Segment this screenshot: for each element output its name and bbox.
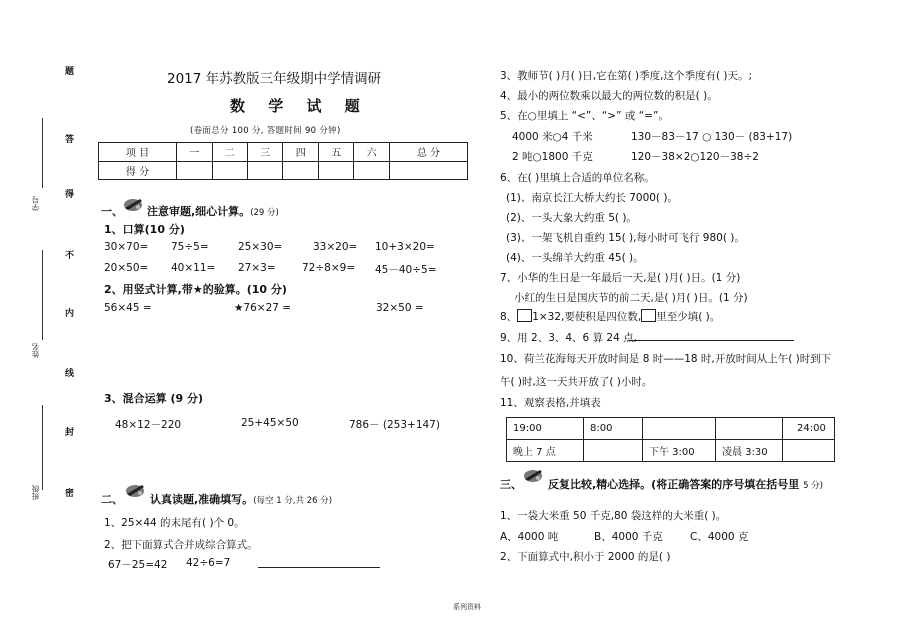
question-8-prefix: 8、 <box>500 311 518 323</box>
score-blank-cell[interactable] <box>283 161 318 180</box>
binding-line <box>42 118 43 188</box>
time-cell[interactable]: 24:00 <box>783 418 835 440</box>
binding-line <box>42 405 43 490</box>
oral-calc-item: 30×70= <box>104 241 149 253</box>
binding-char: 线 <box>65 369 75 379</box>
choice-option[interactable]: A、4000 吨 <box>500 531 559 543</box>
oral-calc-item: 10+3×20= <box>375 241 435 253</box>
choice-question-1: 1、一袋大米重 50 千克,80 袋这样的大米重( )。 <box>500 510 727 522</box>
part3-title: 3、混合运算 (9 分) <box>104 392 204 405</box>
binding-label-student-id: 学号 <box>31 196 40 211</box>
answer-line[interactable] <box>628 340 794 341</box>
score-blank-cell[interactable] <box>389 161 467 180</box>
pen-icon <box>122 196 144 212</box>
section2-title: 认真读题,准确填写。 <box>150 493 254 506</box>
answer-line[interactable] <box>258 567 380 568</box>
mixed-calc-item: 25+45×50 <box>241 417 299 429</box>
question-10: 10、荷兰花海每天开放时间是 8 时——18 时,开放时间从上午( )时到下 <box>500 353 832 365</box>
compare-item: 120－38×2○120－38÷2 <box>631 151 759 163</box>
question-2-item: 67－25=42 <box>108 559 168 571</box>
question-2-item: 42÷6=7 <box>186 557 231 569</box>
question-7b: 小红的生日是国庆节的前二天,是( )月( )日。(1 分) <box>514 292 748 304</box>
score-cell: 三 <box>248 143 283 162</box>
time-table-row <box>507 440 835 462</box>
question-7: 7、小华的生日是一年最后一天,是( )月( )日。(1 分) <box>500 272 741 284</box>
compare-item: 4000 米○4 千米 <box>512 131 593 143</box>
choice-option[interactable]: B、4000 千克 <box>594 531 663 543</box>
compare-item: 2 吨○1800 千克 <box>512 151 593 163</box>
question-9: 9、用 2、3、4、6 算 24 点, <box>500 332 637 344</box>
score-blank-cell[interactable] <box>248 161 283 180</box>
exam-title: 2017 年苏教版三年级期中学情调研 <box>167 71 382 87</box>
score-cell: 五 <box>318 143 353 162</box>
oral-calc-item: 72÷8×9= <box>302 262 356 274</box>
time-cell[interactable] <box>584 440 643 462</box>
question-4: 4、最小的两位数乘以最大的两位数的积是( )。 <box>500 90 718 102</box>
answer-box[interactable] <box>517 309 532 322</box>
section2-prefix: 二、 <box>101 493 123 506</box>
time-cell[interactable]: 8:00 <box>584 418 643 440</box>
time-table-row <box>507 418 835 440</box>
exam-note: (卷面总分 100 分, 答题时间 90 分钟) <box>190 126 341 136</box>
binding-char: 封 <box>65 428 75 438</box>
oral-calc-item: 45－40÷5= <box>375 264 437 276</box>
score-cell: 二 <box>212 143 247 162</box>
section1-points: (29 分) <box>250 208 279 218</box>
score-blank-cell[interactable] <box>177 161 212 180</box>
vertical-calc-item: 32×50 = <box>376 302 424 314</box>
oral-calc-item: 27×3= <box>238 262 276 274</box>
binding-char: 答 <box>65 135 75 145</box>
score-cell: 一 <box>177 143 212 162</box>
score-cell: 六 <box>354 143 389 162</box>
binding-label-name: 姓名 <box>31 343 40 358</box>
section1-title-row <box>147 203 279 219</box>
oral-calc-item: 40×11= <box>171 262 216 274</box>
answer-box[interactable] <box>641 309 656 322</box>
question-1: 1、25×44 的末尾有( )个 0。 <box>104 517 245 529</box>
mixed-calc-item: 48×12－220 <box>115 419 182 431</box>
question-5: 5、在○里填上 “<”、“>” 或 “=”。 <box>500 110 669 122</box>
vertical-calc-item: 56×45 = <box>104 302 152 314</box>
binding-line <box>42 250 43 340</box>
question-3: 3、教师节( )月( )日,它在第( )季度,这个季度有( )天。; <box>500 70 753 82</box>
score-cell: 得 分 <box>99 161 177 180</box>
section3-title: 反复比较,精心选择。(将正确答案的序号填在括号里 <box>548 478 800 491</box>
exam-subtitle: 数 学 试 题 <box>230 97 369 115</box>
section2-title-row <box>150 491 332 507</box>
oral-calc-item: 75÷5= <box>171 241 209 253</box>
time-cell[interactable]: 19:00 <box>507 418 584 440</box>
score-cell: 项 目 <box>99 143 177 162</box>
question-2: 2、把下面算式合并成综合算式。 <box>104 539 258 551</box>
binding-char: 不 <box>65 251 75 261</box>
question-8 <box>500 309 720 324</box>
score-cell: 四 <box>283 143 318 162</box>
oral-calc-item: 20×50= <box>104 262 149 274</box>
binding-label-class: 班级 <box>31 485 40 500</box>
vertical-calc-item: ★76×27 = <box>234 302 292 314</box>
question-8-suffix: 里至少填( )。 <box>656 311 721 323</box>
section1-prefix: 一、 <box>101 205 123 218</box>
part1-title: 1、口算(10 分) <box>104 223 185 236</box>
score-cell: 总 分 <box>389 143 467 162</box>
score-blank-cell[interactable] <box>318 161 353 180</box>
time-table <box>506 417 835 462</box>
time-cell[interactable]: 凌晨 3:30 <box>716 440 783 462</box>
oral-calc-item: 33×20= <box>313 241 358 253</box>
part2-title: 2、用竖式计算,带★的验算。(10 分) <box>104 283 287 296</box>
section3-prefix: 三、 <box>500 478 522 491</box>
choice-question-2: 2、下面算式中,积小于 2000 的是( ) <box>500 551 671 563</box>
score-table-score-row <box>99 161 468 180</box>
choice-option[interactable]: C、4000 克 <box>690 531 749 543</box>
unit-item: (3)、一架飞机自重约 15( ),每小时可飞行 980( )。 <box>506 232 745 244</box>
time-cell[interactable] <box>716 418 783 440</box>
footer-text: 系列资料 <box>453 603 481 611</box>
time-cell[interactable]: 晚上 7 点 <box>507 440 584 462</box>
question-6: 6、在( )里填上合适的单位名称。 <box>500 172 655 184</box>
question-8-middle: 1×32,要使积是四位数, <box>532 311 642 323</box>
section1-heading <box>101 203 123 219</box>
unit-item: (4)、一头绵羊大约重 45( )。 <box>506 252 644 264</box>
section3-title-row <box>548 476 823 492</box>
score-blank-cell[interactable] <box>212 161 247 180</box>
score-blank-cell[interactable] <box>354 161 389 180</box>
score-table <box>98 142 468 180</box>
time-cell[interactable] <box>783 440 835 462</box>
oral-calc-item: 25×30= <box>238 241 283 253</box>
question-11: 11、观察表格,并填表 <box>500 397 601 409</box>
binding-char: 得 <box>65 190 75 200</box>
unit-item: (2)、一头大象大约重 5( )。 <box>506 212 637 224</box>
pen-icon <box>124 482 146 498</box>
compare-item: 130－83－17 ○ 130－ (83+17) <box>631 131 793 143</box>
mixed-calc-item: 786－ (253+147) <box>349 419 440 431</box>
time-cell[interactable]: 下午 3:00 <box>643 440 716 462</box>
section3-points: 5 分) <box>803 481 823 491</box>
pen-icon <box>522 467 544 483</box>
question-10b: 午( )时,这一天共开放了( )小时。 <box>500 376 653 388</box>
score-table-header-row <box>99 143 468 162</box>
binding-char: 密 <box>65 489 75 499</box>
binding-char: 题 <box>65 67 75 77</box>
binding-char: 内 <box>65 309 75 319</box>
section1-title: 注意审题,细心计算。 <box>147 205 251 218</box>
time-cell[interactable] <box>643 418 716 440</box>
unit-item: (1)、南京长江大桥大约长 7000( )。 <box>506 192 678 204</box>
section2-points: (每空 1 分,共 26 分) <box>253 496 333 506</box>
